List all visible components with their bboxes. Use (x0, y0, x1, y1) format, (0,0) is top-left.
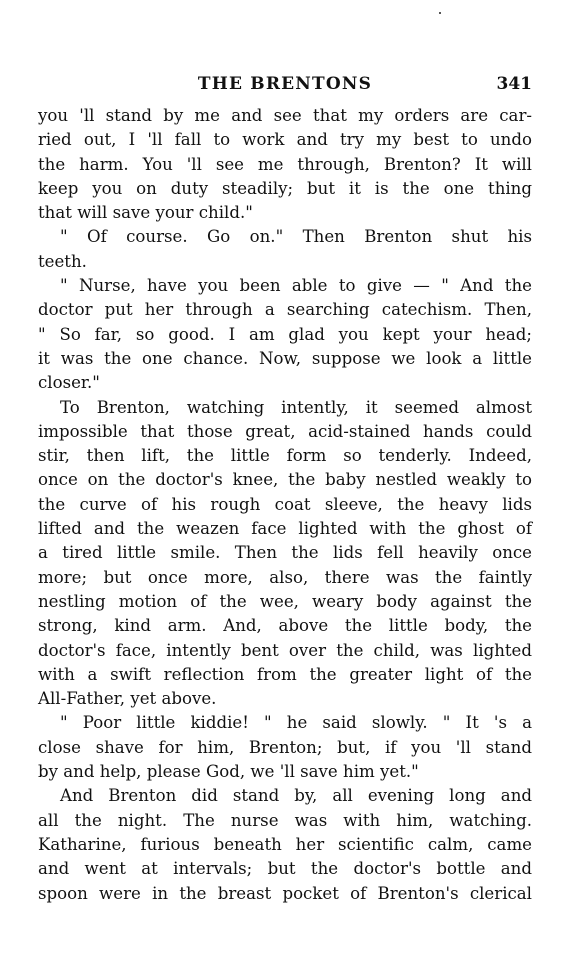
text-line: doctor's face, intently bent over the child, was lighted (38, 640, 532, 660)
text-line: nestling motion of the wee, weary body against the (38, 591, 532, 611)
page-header (38, 74, 532, 100)
text-line: stir, then lift, the little form so tenderly. Indeed, (38, 446, 532, 466)
text-line: keep you on duty steadily; but it is the one thing (38, 178, 532, 198)
running-title: THE BRENTONS (197, 74, 373, 94)
text-line: once on the doctor's knee, the baby nestled weakly to (38, 470, 532, 490)
text-line: all the night. The nurse was with him, watching. (38, 810, 532, 830)
text-line: a tired little smile. Then the lids fell heavily once (38, 543, 532, 563)
ink-speck (439, 12, 441, 14)
text-line: close shave for him, Brenton; but, if you 'll stand (38, 737, 532, 757)
text-line: the curve of his rough coat sleeve, the heavy lids (38, 494, 532, 514)
text-line: To Brenton, watching intently, it seemed almost (60, 397, 532, 417)
text-line: " Nurse, have you been able to give — " And the (60, 276, 532, 296)
text-line: strong, kind arm. And, above the little body, the (38, 616, 532, 636)
text-line: closer." (38, 373, 100, 393)
text-line: impossible that those great, acid-stained hands could (38, 421, 532, 441)
text-line: it was the one chance. Now, suppose we look a little (38, 348, 532, 368)
text-line: teeth. (38, 251, 87, 271)
text-line: All-Father, yet above. (38, 689, 217, 709)
text-line: and went at intervals; but the doctor's bottle and (38, 859, 532, 879)
text-line: with a swift reflection from the greater light of the (38, 664, 532, 684)
body-text (38, 104, 532, 906)
text-line: that will save your child." (38, 203, 253, 223)
text-line: spoon were in the breast pocket of Brenton's clerical (38, 883, 532, 903)
text-line: And Brenton did stand by, all evening long and (60, 786, 532, 806)
page-number: 341 (496, 74, 532, 94)
text-line: " Of course. Go on." Then Brenton shut his (60, 227, 532, 247)
text-line: " Poor little kiddie! " he said slowly. " It 's a (60, 713, 532, 733)
text-line: Katharine, furious beneath her scientific calm, came (38, 834, 532, 854)
text-line: you 'll stand by me and see that my orders are car- (38, 106, 532, 125)
text-line: ried out, I 'll fall to work and try my best to undo (38, 130, 532, 150)
text-line: the harm. You 'll see me through, Brenton? It will (38, 154, 532, 174)
text-line: more; but once more, also, there was the faintly (38, 567, 532, 587)
text-line: doctor put her through a searching catechism. Then, (38, 300, 532, 320)
text-line: lifted and the weazen face lighted with the ghost of (38, 519, 532, 539)
text-line: by and help, please God, we 'll save him yet." (38, 762, 419, 782)
text-line: " So far, so good. I am glad you kept your head; (38, 324, 532, 344)
